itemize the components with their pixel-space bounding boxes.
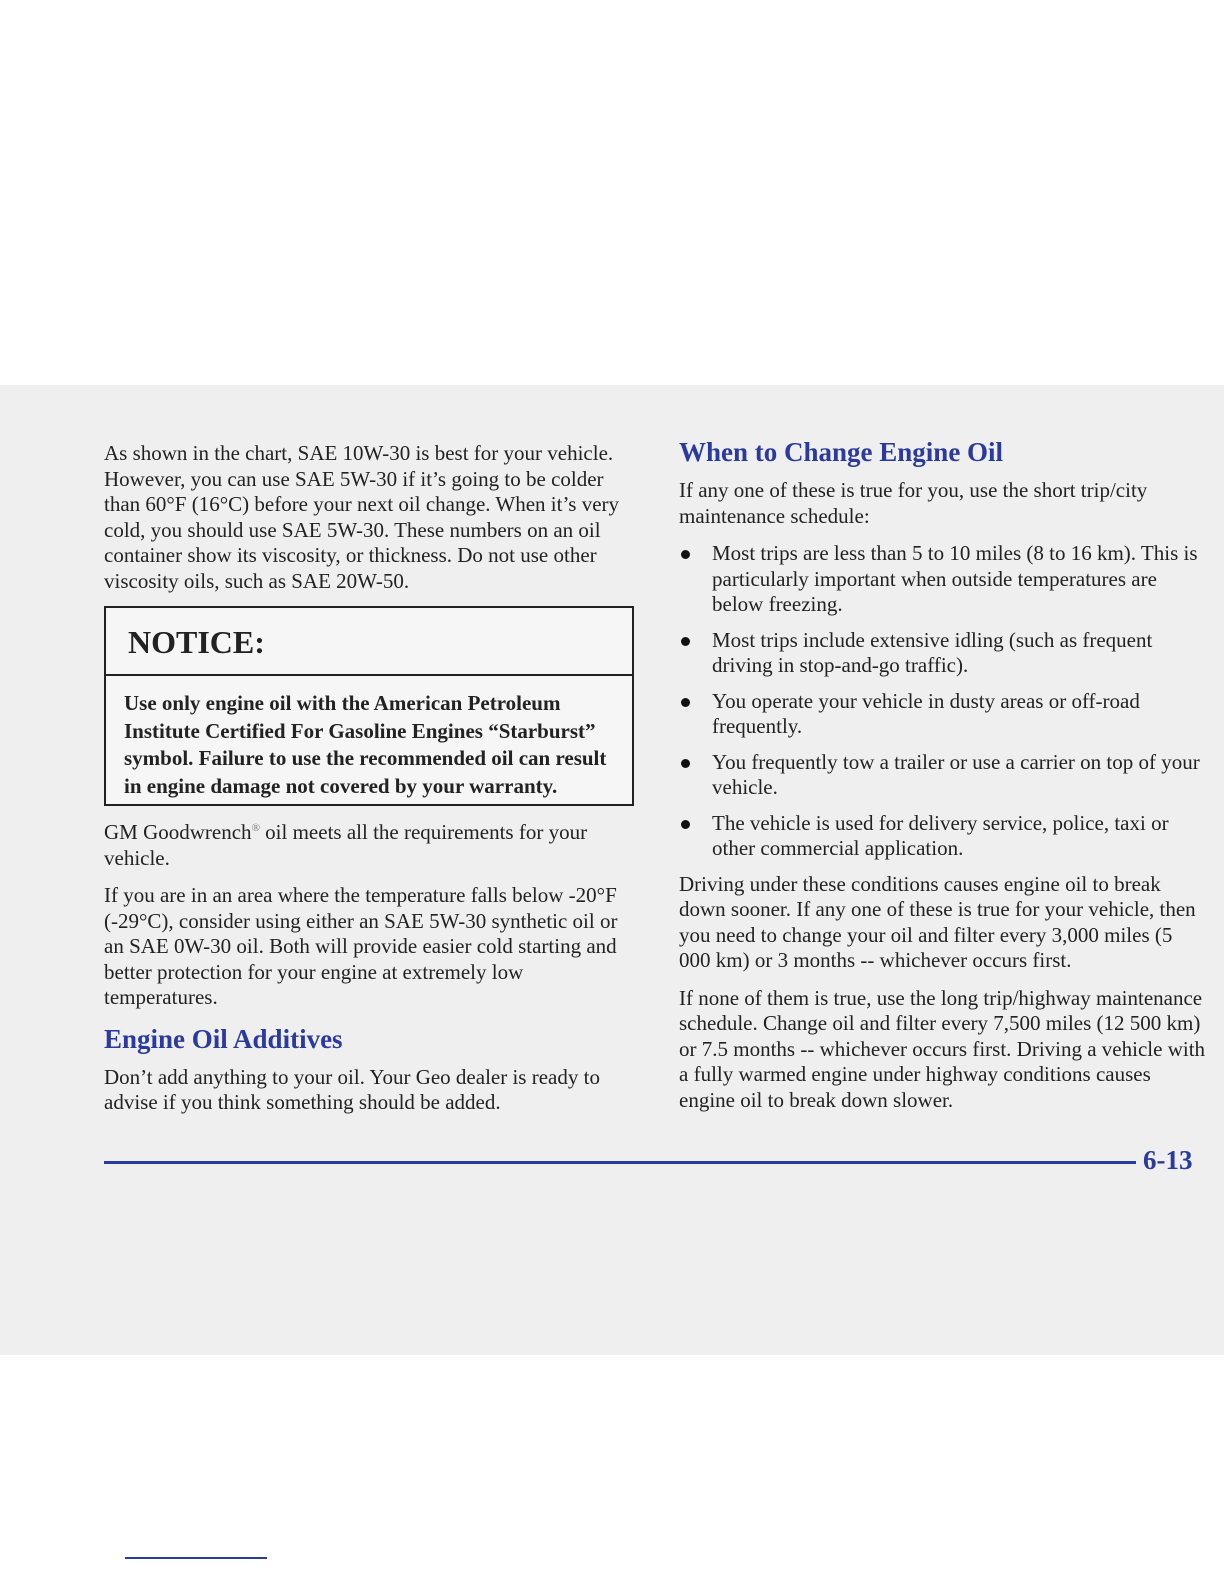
bullet-icon	[681, 759, 690, 768]
list-item	[679, 541, 1209, 618]
bullet-icon	[681, 637, 690, 646]
left-column	[104, 441, 634, 1128]
long-trip-paragraph: If none of them is true, use the long trip/highway maintenance schedule. Change oil and filter every 7,500 miles (12 500 km) or 7.5 months -- whichever occurs first. Driving a vehicle with a fully warmed engine under highway conditions causes engine oil to break down slower.	[679, 985, 1206, 1112]
list-item-text: You frequently tow a trailer or use a carrier on top of your vehicle.	[712, 749, 1200, 799]
goodwrench-text: GM Goodwrench	[104, 820, 252, 844]
viscosity-intro-paragraph: As shown in the chart, SAE 10W-30 is best for your vehicle. However, you can use SAE 5W-30 if it’s going to be colder than 60°F (16°C) before your next oil change. When it’s very cold, you should use SAE 5W-30. These numbers on an oil container show its viscosity, or thickness. Do not use other viscosity oils, such as SAE 20W-50.	[104, 441, 620, 593]
goodwrench-paragraph	[104, 816, 634, 871]
bullet-icon	[681, 550, 690, 559]
notice-title: NOTICE:	[106, 608, 632, 676]
engine-oil-additives-heading: Engine Oil Additives	[104, 1023, 343, 1054]
footer-rule	[104, 1161, 1136, 1164]
bottom-link-underline[interactable]	[125, 1557, 267, 1559]
bullet-icon	[681, 820, 690, 829]
schedule-intro-paragraph: If any one of these is true for you, use the short trip/city maintenance schedule:	[679, 478, 1148, 528]
list-item	[679, 750, 1209, 801]
list-item-text: The vehicle is used for delivery service, police, taxi or other commercial application.	[712, 810, 1169, 860]
right-column	[679, 436, 1209, 1125]
list-item	[679, 689, 1209, 740]
list-item	[679, 811, 1209, 862]
notice-body: Use only engine oil with the American Petroleum Institute Certified For Gasoline Engines “Starburst” symbol. Failure to use the recommended oil can result in engine damage not covered by your warranty.	[124, 691, 607, 798]
list-item	[679, 628, 1209, 679]
registered-mark: ®	[251, 822, 260, 834]
cold-weather-paragraph: If you are in an area where the temperature falls below -20°F (-29°C), consider using either an SAE 5W-30 synthetic oil or an SAE 0W-30 oil. Both will provide easier cold starting and better protection for your engine at extremely low temperatures.	[104, 883, 618, 1009]
bullet-icon	[681, 698, 690, 707]
list-item-text: Most trips include extensive idling (such as frequent driving in stop-and-go traffic).	[712, 627, 1153, 677]
list-item-text: Most trips are less than 5 to 10 miles (8 to 16 km). This is particularly important when outside temperatures are below freezing.	[712, 541, 1198, 616]
condition-list	[679, 541, 1209, 862]
list-item-text: You operate your vehicle in dusty areas or off-road frequently.	[712, 688, 1140, 738]
goodwrench-text-rest: oil meets all the requirements for your vehicle.	[104, 820, 588, 870]
short-trip-paragraph: Driving under these conditions causes engine oil to break down sooner. If any one of these is true for your vehicle, then you need to change your oil and filter every 3,000 miles (5 000 km) or 3 months -- whichever occurs first.	[679, 871, 1196, 972]
additives-paragraph: Don’t add anything to your oil. Your Geo dealer is ready to advise if you think something should be added.	[104, 1064, 600, 1114]
when-to-change-heading: When to Change Engine Oil	[679, 437, 1004, 467]
page-number: 6-13	[1143, 1145, 1193, 1175]
notice-box	[104, 606, 634, 806]
